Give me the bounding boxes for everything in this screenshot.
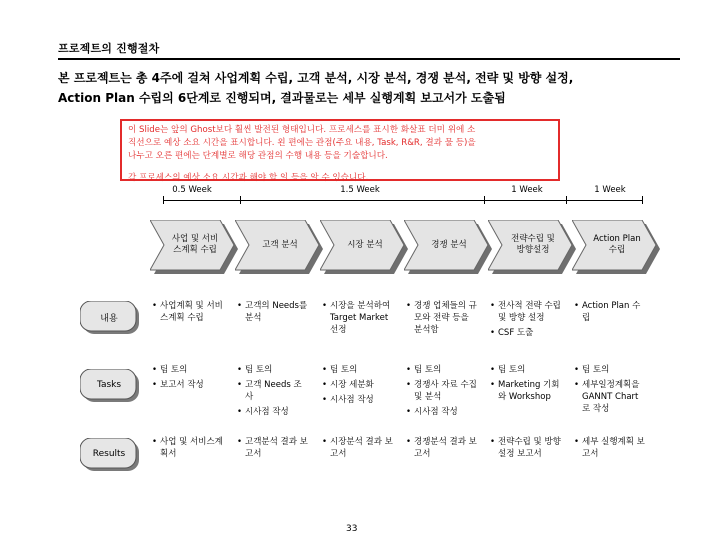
table-cell (322, 436, 394, 460)
cell-bullet: • 사업계획 및 서비스계획 수립 (152, 300, 224, 324)
note-line: 나누고 오른 편에는 단계별로 해당 관점의 수행 내용 등을 기술합니다. (128, 151, 388, 161)
cell-bullet: • 고객 Needs 조사 (237, 379, 309, 403)
duration-label: 0.5 Week (172, 185, 212, 195)
row-label-text: 내용 (100, 313, 118, 324)
timeline-tick (163, 196, 164, 204)
stage-chevron (488, 220, 576, 270)
table-cell (490, 300, 562, 339)
row-label-text: Results (92, 449, 126, 459)
cell-bullet: • 시장 세분화 (322, 379, 394, 391)
note-line: 각 프로세스의 예상 소요 시간과 해야 할 일 등을 알 수 있습니다. (128, 173, 369, 183)
cell-bullet: • 경쟁분석 결과 보고서 (406, 436, 478, 460)
table-cell (152, 300, 224, 324)
table-cell (152, 364, 224, 391)
stage-label: 전략수립 및 방향설정 (511, 234, 555, 255)
cell-bullet: • 시사점 작성 (406, 406, 478, 418)
cell-bullet: • 팀 토의 (237, 364, 309, 376)
cell-bullet: • 경쟁사 자료 수집 및 분석 (406, 379, 478, 403)
table-cell (237, 300, 309, 324)
cell-bullet: • 고객의 Needs를 분석 (237, 300, 309, 324)
summary-line: 본 프로젝트는 총 4주에 걸쳐 사업계획 수립, 고객 분석, 시장 분석, 경쟁 분석, 전략 및 방향 설정, (58, 71, 574, 85)
stage-label: 시장 분석 (347, 239, 383, 250)
page-title: 프로젝트의 진행절차 (58, 42, 160, 55)
stage-chevron (572, 220, 660, 270)
duration-label: 1 Week (594, 185, 626, 195)
cell-bullet: • 시장을 분석하여 Target Market 선정 (322, 300, 394, 336)
summary-line: Action Plan 수립의 6단계로 진행되며, 결과물로는 세부 실행계획 보고서가 도출됨 (58, 91, 506, 105)
cell-bullet: • 경쟁 업체들의 규모와 전략 등을 분석함 (406, 300, 478, 336)
cell-bullet: • 시사점 작성 (237, 406, 309, 418)
page-number: 33 (346, 524, 358, 534)
stage-label: 경쟁 분석 (431, 239, 467, 250)
table-cell (574, 364, 646, 415)
duration-label: 1.5 Week (340, 185, 380, 195)
cell-bullet: • 고객분석 결과 보고서 (237, 436, 309, 460)
row-label-tasks (80, 369, 140, 403)
cell-bullet: • 팀 토의 (152, 364, 224, 376)
row-label-content (80, 301, 140, 335)
title-divider (58, 58, 680, 60)
table-cell (574, 300, 646, 324)
cell-bullet: • 세부 실행계획 보고서 (574, 436, 646, 460)
note-box (120, 119, 560, 181)
cell-bullet: • Action Plan 수립 (574, 300, 646, 324)
stage-label: Action Plan 수립 (593, 234, 641, 255)
timeline-tick (240, 196, 241, 204)
table-cell (237, 364, 309, 418)
table-cell (490, 364, 562, 403)
cell-bullet: • 시사점 작성 (322, 394, 394, 406)
timeline-tick (566, 196, 567, 204)
cell-bullet: • 팀 토의 (322, 364, 394, 376)
summary (58, 68, 698, 108)
stage-chevron (404, 220, 492, 270)
table-cell (406, 300, 478, 336)
stage-chevron (150, 220, 238, 270)
cell-bullet: • 전략수립 및 방향설정 보고서 (490, 436, 562, 460)
cell-bullet: • 팀 토의 (574, 364, 646, 376)
table-cell (490, 436, 562, 460)
note-line: 직선으로 예상 소요 시간을 표시합니다. 왼 편에는 관점(주요 내용, Task, R&R, 결과 물 등)을 (128, 138, 476, 148)
row-label-text: Tasks (96, 380, 122, 390)
cell-bullet: • 팀 토의 (490, 364, 562, 376)
stage-chevron (320, 220, 408, 270)
row-label-results (80, 438, 140, 472)
timeline-axis (163, 200, 643, 201)
cell-bullet: • 팀 토의 (406, 364, 478, 376)
table-cell (152, 436, 224, 460)
table-cell (322, 364, 394, 406)
stage-label: 사업 및 서비 스계획 수립 (171, 234, 219, 255)
table-cell (237, 436, 309, 460)
stage-chevron (235, 220, 323, 270)
timeline-tick (642, 196, 643, 204)
cell-bullet: • CSF 도출 (490, 327, 562, 339)
cell-bullet: • 시장분석 결과 보고서 (322, 436, 394, 460)
cell-bullet: • 사업 및 서비스계획서 (152, 436, 224, 460)
stage-label: 고객 분석 (262, 239, 298, 250)
table-cell (322, 300, 394, 336)
cell-bullet: • 세부일정계획을 GANNT Chart로 작성 (574, 379, 646, 415)
table-cell (574, 436, 646, 460)
timeline-tick (484, 196, 485, 204)
table-cell (406, 436, 478, 460)
note-line: 이 Slide는 앞의 Ghost보다 훨씬 발전된 형태입니다. 프로세스를 표시한 화살표 더미 위에 소 (128, 125, 476, 135)
cell-bullet: • Marketing 기회와 Workshop (490, 379, 562, 403)
cell-bullet: • 보고서 작성 (152, 379, 224, 391)
cell-bullet: • 전사적 전략 수립 및 방향 설정 (490, 300, 562, 324)
duration-label: 1 Week (511, 185, 543, 195)
table-cell (406, 364, 478, 418)
